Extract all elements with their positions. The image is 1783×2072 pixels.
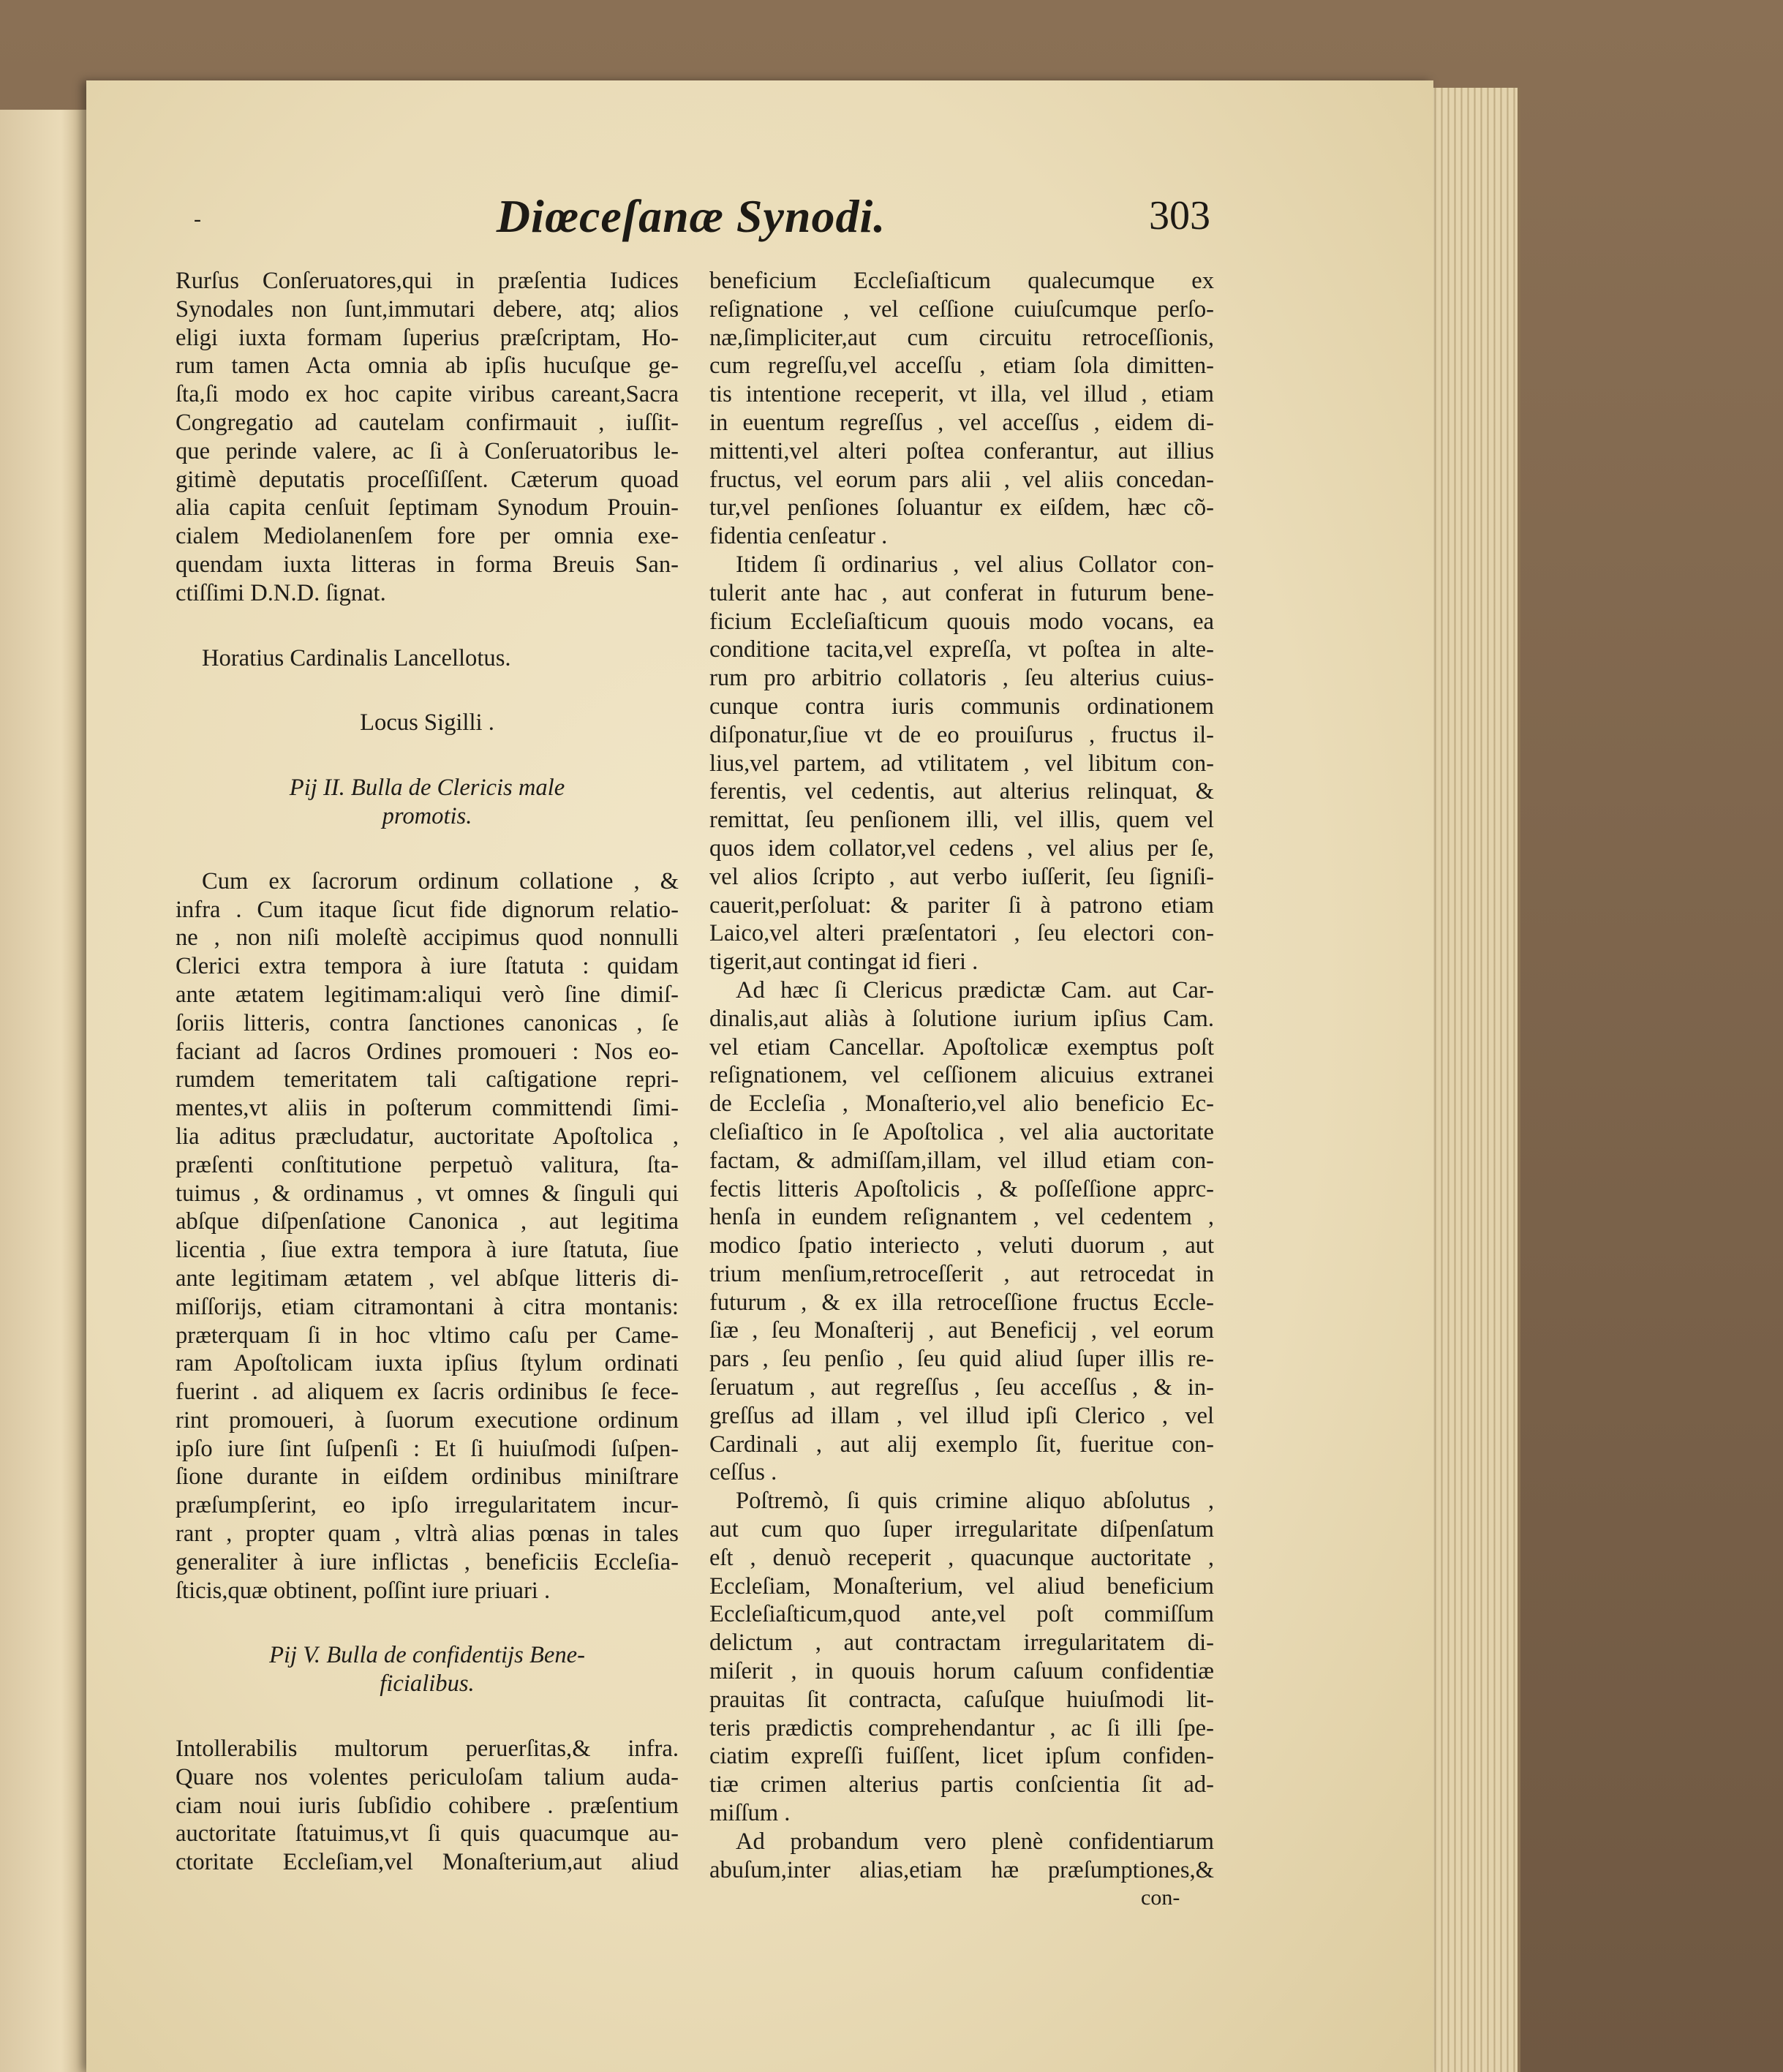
text-line: que perinde valere, ac ſi à Conſeruatoribus le- [176,437,679,464]
text-line: Congregatio ad cautelam confirmauit , iuſſit- [176,409,679,436]
text-line: rant , propter quam , vltrà alias pœnas in tales [176,1521,679,1548]
text-line: abuſum,inter alias,etiam hæ præſumptiones,& [709,1856,1214,1883]
text-line: ſiæ , ſeu Monaſterij , aut Beneficij , vel eorum [709,1317,1214,1344]
text-line: Ad probandum vero plenè confidentiarum [736,1828,1214,1855]
text-line: præſenti conſtitutione perpetuò valitura, ſta- [176,1151,679,1178]
text-line: pars , ſeu penſio , ſeu quid aliud ſuper illis re- [709,1346,1214,1373]
text-line: miſerit , in quouis horum caſuum confidentiæ [709,1658,1214,1685]
text-line: rumdem temeritatem tali caſtigatione repri- [176,1066,679,1093]
text-line: Eccleſiam, Monaſterium, vel aliud beneficium [709,1572,1214,1600]
text-line: eligi iuxta formam ſuperius præſcriptam, Ho- [176,324,679,351]
text-line: Synodales non ſunt,immutari debere, atq; alios [176,295,679,323]
text-line: teris prædictis comprehendantur , ac ſi illi ſpe- [709,1714,1214,1741]
text-line: de Eccleſia , Monaſterio,vel alio beneficio Ec- [709,1090,1214,1118]
running-head [172,187,1210,245]
text-line: factam, & admiſſam,illam, vel illud etiam con- [709,1147,1214,1174]
text-line: cauerit,perſoluat: & pariter ſi à patrono etiam [709,892,1214,919]
text-line: tur,vel penſiones ſoluantur ex eiſdem, hæc cõ- [709,494,1214,521]
running-head-title: Diœceſanæ Synodi. [496,190,886,242]
text-line: abſque diſpenſatione Canonica , aut legitima [176,1208,679,1235]
text-line: aut cum quo ſuper irregularitate diſpenſatum [709,1516,1214,1543]
left-text-column [176,267,679,1877]
text-line: diſponatur,ſiue vt de eo prouiſurus , fructus il- [709,721,1214,748]
text-line: præterquam ſi in hoc vltimo caſu per Came- [176,1322,679,1349]
text-line: rum pro arbitrio collatoris , ſeu alterius cuius- [709,665,1214,692]
text-line: licentia , ſiue extra tempora à iure ſtatuta, ſiue [176,1237,679,1264]
text-line: quos idem collator,vel cedens , vel alius per ſe, [709,835,1214,862]
text-line: tiæ crimen alterius partis conſcientia ſit ad- [709,1771,1214,1798]
text-line: alia capita cenſuit ſeptimam Synodum Prouin- [176,494,679,521]
text-line: præſumpſerint, eo ipſo irregularitatem incur- [176,1492,679,1519]
text-line: generaliter à iure inflictas , beneficiis Eccleſia- [176,1548,679,1575]
text-line: ferentis, vel cedentis, aut alterius relinquat, & [709,778,1214,805]
text-line: Rurſus Conſeruatores,qui in præſentia Iudices [176,268,679,294]
text-line: rint promoueri, à ſuorum executione ordinum [176,1406,679,1434]
text-line: futurum , & ex illa retroceſſione fructus Eccle- [709,1289,1214,1316]
text-line: lia aditus præcludatur, auctoritate Apoſtolica , [176,1123,679,1150]
text-line: ciatim expreſſi fuiſſent, licet ipſum confiden- [709,1743,1214,1770]
text-line: henſa in eundem reſignantem , vel cedentem , [709,1204,1214,1231]
text-line: Intollerabilis multorum peruerſitas,& infra. [176,1736,679,1763]
text-line: ante ætatem legitimam:aliqui verò ſine dimiſ- [176,981,679,1008]
text-line: cialem Mediolanenſem fore per omnia exe- [176,523,679,550]
text-line: rum tamen Acta omnia ab ipſis hucuſque ge- [176,353,679,380]
text-line: conditione tacita,vel expreſſa, vt poſtea in alte- [709,636,1214,663]
text-line: mittenti,vel alteri poſtea conferantur, aut illius [709,437,1214,464]
text-line: ſta,ſi modo ex hoc capite viribus careant,Sacra [176,381,679,408]
text-line: Clerici extra tempora à iure ſtatuta : quidam [176,953,679,980]
text-line: delictum , aut contractam irregularitatem di- [709,1630,1214,1657]
text-line: ipſo iure ſint ſuſpenſi : Et ſi huiuſmodi ſuſpen- [176,1435,679,1462]
text-line: ante legitimam ætatem , vel abſque litteris di- [176,1265,679,1292]
right-text-column [709,267,1214,1913]
text-line: næ,ſimpliciter,aut cum circuitu retroceſſionis, [709,324,1214,351]
paragraph-gap [176,737,679,774]
text-line: ſione durante in eiſdem ordinibus miniſtrare [176,1463,679,1491]
text-line: ficium Eccleſiaſticum quouis modo vocans, ea [709,608,1214,635]
catchword: con- [1141,1885,1180,1910]
paragraph-gap [176,608,679,644]
text-line: miſſorijs, etiam citramontani à citra montanis: [176,1293,679,1320]
text-line: auctoritate ſtatuimus,vt ſi quis quacumque au- [176,1820,679,1847]
text-line: tulerit ante hac , aut conferat in futurum bene- [709,579,1214,606]
text-line: ſeruatum , aut regreſſus , ſeu acceſſus , & in- [709,1374,1214,1401]
text-line: tuimus , & ordinamus , vt omnes & ſinguli qui [176,1180,679,1207]
facing-page-edge [0,110,90,2072]
text-line: Eccleſiaſticum,quod ante,vel poſt commiſſum [709,1601,1214,1628]
text-line: fuerint . ad aliquem ex ſacris ordinibus ſe fece- [176,1379,679,1406]
text-line: lius,vel partem, ad vtilitatem , vel libitum con- [709,750,1214,777]
text-line: in euentum regreſſus , vel acceſſus , eidem di- [709,409,1214,436]
heading-line: Pij II. Bulla de Clericis male [289,775,565,802]
text-line: ſoriis litteris, contra ſanctiones canonicas , ſe [176,1009,679,1036]
text-line: ſticis,quæ obtinent, poſſint iure priuari . [176,1577,551,1604]
text-line: reſignatione , vel ceſſione cuiuſcumque perſo- [709,295,1214,323]
text-line: Quare nos volentes periculoſam talium auda- [176,1763,679,1790]
text-line: vel etiam Cancellar. Apoſtolicæ exemptus poſt [709,1033,1214,1061]
text-line: Itidem ſi ordinarius , vel alius Collator con- [736,551,1214,578]
heading-line: Locus Sigilli . [360,709,494,736]
heading-line: Pij V. Bulla de confidentijs Bene- [269,1642,585,1669]
text-line: Cum ex ſacrorum ordinum collatione , & [202,867,679,894]
text-line: infra . Cum itaque ſicut fide dignorum relatio- [176,896,679,923]
text-line: modico ſpatio interiecto , veluti duorum , aut [709,1232,1214,1259]
text-line: ne , non niſi moleſtè accipimus quod nonnulli [176,924,679,952]
page-stack-edge [1430,88,1520,2072]
text-line: beneficium Eccleſiaſticum qualecumque ex [709,268,1214,294]
text-line: cunque contra iuris communis ordinationem [709,693,1214,720]
text-line: faciant ad ſacros Ordines promoueri : Nos eo- [176,1038,679,1065]
text-line: gitimè deputatis proceſſiſſent. Cæterum quoad [176,466,679,493]
text-line: eſt , denuò receperit , quacunque auctoritate , [709,1544,1214,1571]
paragraph-gap [176,1605,679,1641]
text-line: cleſiaſtico in ſe Apoſtolica , vel alia auctoritate [709,1118,1214,1145]
text-line: Cardinali , aut alij exemplo ſit, fueritue con- [709,1431,1214,1458]
text-line: tis intentione receperit, vt illa, vel illud , etiam [709,381,1214,408]
text-line: ceſſus . [709,1459,777,1486]
paragraph-gap [176,672,679,709]
text-line: Horatius Cardinalis Lancellotus. [202,644,511,671]
text-line: ciam noui iuris ſubſidio cohibere . præſentium [176,1792,679,1819]
running-head-dash: - [194,207,201,231]
text-line: ram Apoſtolicam iuxta ipſius ſtylum ordinati [176,1350,679,1377]
text-line: quendam iuxta litteras in forma Breuis San- [176,551,679,578]
text-line: tigerit,aut contingat id fieri . [709,949,979,976]
text-line: remittat, ſeu penſionem illi, vel illis, quem vel [709,807,1214,834]
text-line: ctiſſimi D.N.D. ſignat. [176,579,386,606]
text-line: Laico,vel alteri præſentatori , ſeu electori con- [709,920,1214,947]
page-number: 303 [1149,193,1210,238]
text-line: vel alios ſcripto , aut verbo iuſſerit, ſeu ſigniſi- [709,863,1214,890]
text-line: mentes,vt aliis in poſterum committendi ſimi- [176,1095,679,1122]
text-line: fectis litteris Apoſtolicis , & poſſeſſione apprc- [709,1175,1214,1202]
text-line: cum regreſſu,vel acceſſu , etiam ſola dimitten- [709,353,1214,380]
heading-line: ficialibus. [380,1670,475,1698]
paragraph-gap [176,1698,679,1735]
heading-line: promotis. [382,802,472,829]
text-line: Poſtremò, ſi quis crimine aliquo abſolutus , [736,1488,1214,1515]
text-line: greſſus ad illam , vel illud ipſi Clerico , vel [709,1402,1214,1429]
text-line: prauitas ſit contracta, caſuſque huiuſmodi lit- [709,1686,1214,1713]
text-line: miſſum . [709,1800,791,1827]
text-line: Ad hæc ſi Clericus prædictæ Cam. aut Car- [736,976,1214,1003]
text-line: fidentia cenſeatur . [709,523,888,550]
paragraph-gap [176,831,679,867]
text-line: dinalis,aut aliàs à ſolutione iurium ipſius Cam. [709,1005,1214,1032]
text-line: trium menſium,retroceſſerit , aut retrocedat in [709,1260,1214,1287]
text-line: ctoritate Eccleſiam,vel Monaſterium,aut aliud [176,1849,679,1876]
text-line: reſignationem, vel ceſſionem alicuius extranei [709,1062,1214,1089]
text-line: fructus, vel eorum pars alii , vel aliis concedan- [709,466,1214,493]
